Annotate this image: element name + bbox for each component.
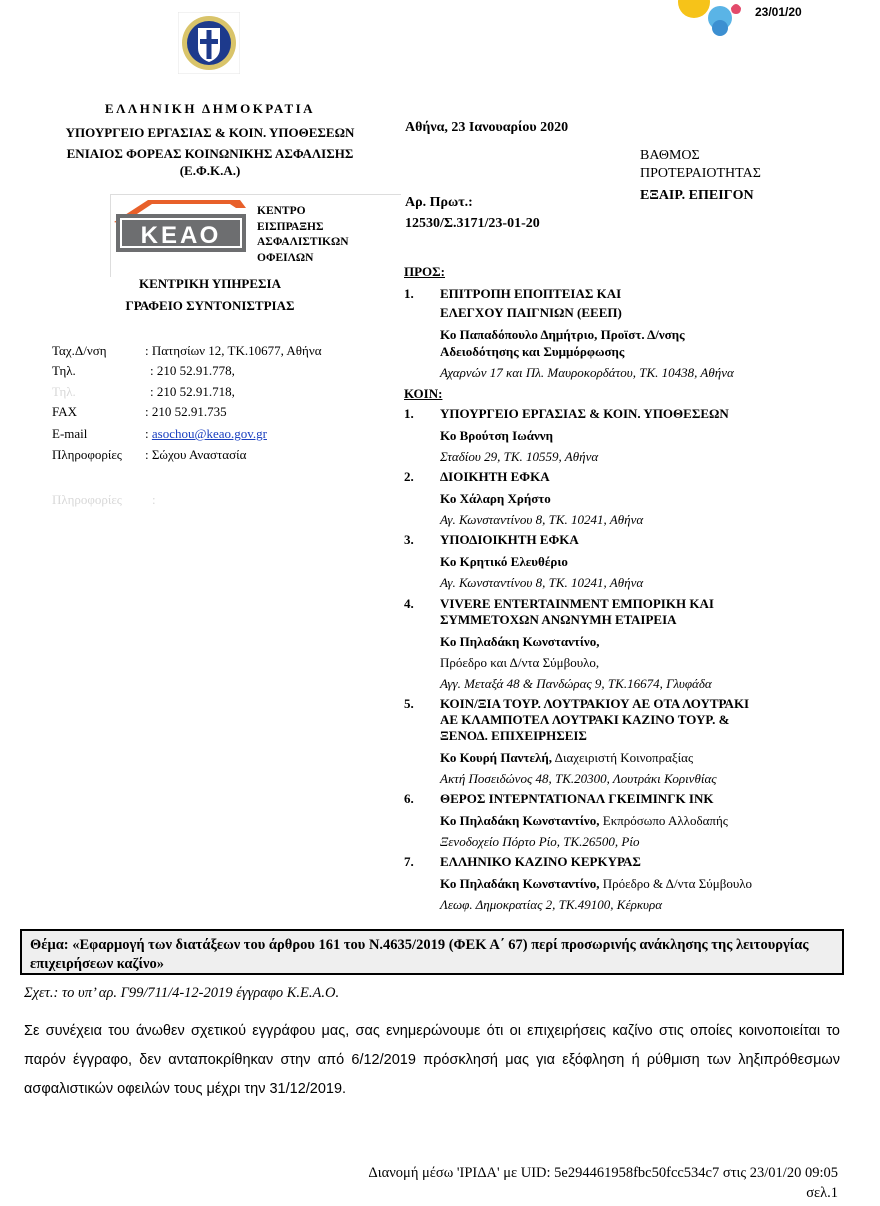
contact-label: Τηλ. [52, 384, 76, 399]
recipient-line: Ξενοδοχείο Πόρτο Ρίο, ΤΚ.26500, Ρίο [440, 834, 640, 849]
priority-label: ΠΡΟΤΕΡΑΙΟΤΗΤΑΣ [640, 166, 761, 181]
recipient-number: 5. [404, 696, 414, 711]
page-number: σελ.1 [806, 1185, 838, 1201]
recipient-line: VIVERE ENTERTAINMENT ΕΜΠΟΡΙΚΗ ΚΑΙ [440, 596, 714, 611]
priority-label: ΒΑΘΜΟΣ [640, 148, 700, 163]
recipient-line: Πρόεδρο και Δ/ντα Σύμβουλο, [440, 655, 600, 670]
recipient-number: 4. [404, 596, 414, 611]
protocol-label: Αρ. Πρωτ.: [405, 195, 473, 210]
ministry-title: ΥΠΟΥΡΓΕΙΟ ΕΡΓΑΣΙΑΣ & ΚΟΙΝ. ΥΠΟΘΕΣΕΩΝ [65, 125, 355, 140]
recipient-line: ΚΟΙΝ/ΞΙΑ ΤΟΥΡ. ΛΟΥΤΡΑΚΙΟΥ ΑΕ ΟΤΑ ΛΟΥΤΡΑΚΙ [440, 696, 750, 711]
office-name: ΓΡΑΦΕΙΟ ΣΥΝΤΟΝΙΣΤΡΙΑΣ [125, 298, 295, 313]
recipient-line: ΕΠΙΤΡΟΠΗ ΕΠΟΠΤΕΙΑΣ ΚΑΙ [440, 286, 622, 301]
contact-label: Πληροφορίες [52, 492, 122, 507]
recipient-line: ΥΠΟΥΡΓΕΙΟ ΕΡΓΑΣΙΑΣ & ΚΟΙΝ. ΥΠΟΘΕΣΕΩΝ [440, 406, 729, 421]
recipient-line: Ακτή Ποσειδώνος 48, ΤΚ.20300, Λουτράκι Κορινθίας [440, 771, 717, 786]
recipient-number: 3. [404, 532, 414, 547]
recipient-line: Κο Πηλαδάκη Κωνσταντίνο, Εκπρόσωπο Αλλοδαπής [440, 813, 728, 828]
email-link[interactable]: asochou@keao.gov.gr [151, 426, 267, 441]
recipient-line: ΕΛΕΓΧΟΥ ΠΑΙΓΝΙΩΝ (ΕΕΕΠ) [440, 305, 622, 320]
recipient-line: Αγγ. Μεταξά 48 & Πανδώρας 9, ΤΚ.16674, Γλυφάδα [440, 676, 712, 691]
greek-emblem-icon [178, 12, 240, 74]
priority-value: ΕΞΑΙΡ. ΕΠΕΙΓΟΝ [640, 188, 754, 203]
date-line: Αθήνα, 23 Ιανουαρίου 2020 [405, 120, 569, 135]
efka-abbrev: (Ε.Φ.Κ.Α.) [179, 163, 241, 178]
recipient-line: Αγ. Κωνσταντίνου 8, ΤΚ. 10241, Αθήνα [440, 512, 644, 527]
reference-line: Σχετ.: το υπ’ αρ. Γ99/711/4-12-2019 έγγραφο Κ.Ε.Α.Ο. [24, 985, 340, 1001]
contact-value: : asochou@keao.gov.gr [145, 426, 267, 441]
republic-title: ΕΛΛΗΝΙΚΗ ΔΗΜΟΚΡΑΤΙΑ [104, 101, 316, 116]
contact-value: : Πατησίων 12, ΤΚ.10677, Αθήνα [145, 343, 322, 358]
service-name: ΚΕΝΤΡΙΚΗ ΥΠΗΡΕΣΙΑ [138, 276, 281, 291]
contact-value: : [152, 492, 156, 507]
recipient-line: Αδειοδότησης και Συμμόρφωσης [440, 344, 625, 359]
recipient-number: 1. [404, 286, 414, 301]
efka-title: ΕΝΙΑΙΟΣ ΦΟΡΕΑΣ ΚΟΙΝΩΝΙΚΗΣ ΑΣΦΑΛΙΣΗΣ [66, 146, 354, 161]
recipient-number: 7. [404, 854, 414, 869]
contact-label: Τηλ. [52, 363, 76, 378]
recipient-line: Αχαρνών 17 και Πλ. Μαυροκορδάτου, ΤΚ. 10438, Αθήνα [440, 365, 734, 380]
recipient-line: Κο Πηλαδάκη Κωνσταντίνο, Πρόεδρο & Δ/ντα Σύμβουλο [440, 876, 753, 891]
recipient-line: ΑΕ ΚΛΑΜΠΟΤΕΛ ΛΟΥΤΡΑΚΙ ΚΑΖΙΝΟ ΤΟΥΡ. & [440, 712, 730, 727]
recipient-line: Κο Κρητικό Ελευθέριο [440, 554, 568, 569]
body-paragraph: Σε συνέχεια του άνωθεν σχετικού εγγράφου μας, σας ενημερώνουμε ότι οι επιχειρήσεις καζίνο στις οποίες κοινοποιείται το παρόν έγγραφο, δεν ανταποκρίθηκαν στην από 6/12/2019 πρόσκλησή μας για εξόφληση ή ρύθμιση των ληξιπρόθεσμων ασφαλιστικών οφειλών τους μέχρι την 31/12/2019. [24, 1023, 840, 1097]
koin-label: ΚΟΙΝ: [404, 386, 443, 401]
recipient-number: 1. [404, 406, 414, 421]
contact-label: Ταχ.Δ/νση [52, 343, 107, 358]
contact-value: : 210 52.91.735 [145, 404, 227, 419]
stamp-date: 23/01/20 [755, 5, 802, 19]
recipient-line: Αγ. Κωνσταντίνου 8, ΤΚ. 10241, Αθήνα [440, 575, 644, 590]
pros-label: ΠΡΟΣ: [404, 264, 445, 279]
recipient-line: ΘΕΡΟΣ ΙΝΤΕΡΝΤΑΤΙΟΝΑΛ ΓΚΕΙΜΙΝΓΚ ΙΝΚ [440, 791, 714, 806]
recipient-line: ΣΥΜΜΕΤΟΧΩΝ ΑΝΩΝΥΜΗ ΕΤΑΙΡΕΙΑ [440, 612, 677, 627]
subject-box: Θέμα: «Εφαρμογή των διατάξεων του άρθρου 161 του Ν.4635/2019 (ΦΕΚ Α΄ 67) περί προσωρινής ανάκλησης της λειτουργίας επιχειρήσεων καζίνο» [20, 929, 844, 975]
recipient-line: ΕΛΛΗΝΙΚΟ ΚΑΖΙΝΟ ΚΕΡΚΥΡΑΣ [440, 854, 641, 869]
contact-label: FAX [52, 404, 78, 419]
recipient-line: Κο Κουρή Παντελή, Διαχειριστή Κοινοπραξίας [440, 750, 694, 765]
recipient-line: Κο Βρούτση Ιωάννη [440, 428, 554, 443]
contact-label: Πληροφορίες [52, 447, 122, 462]
contact-value: : Σώχου Αναστασία [145, 447, 247, 462]
recipient-line: Κο Πηλαδάκη Κωνσταντίνο, [440, 634, 600, 649]
recipient-number: 6. [404, 791, 414, 806]
contact-value: : 210 52.91.718, [150, 384, 235, 399]
recipient-line: ΔΙΟΙΚΗΤΗ ΕΦΚΑ [440, 469, 550, 484]
keao-logo-icon [112, 198, 248, 254]
protocol-number: 12530/Σ.3171/23-01-20 [405, 216, 540, 231]
contact-value: : 210 52.91.778, [150, 363, 235, 378]
keao-full-name: ΚΕΝΤΡΟ ΕΙΣΠΡΑΞΗΣ ΑΣΦΑΛΙΣΤΙΚΩΝ ΟΦΕΙΛΩΝ [257, 205, 349, 264]
distribution-line: Διανομή μέσω 'ΙΡΙΔΑ' με UID: 5e294461958fbc50fcc534c7 στις 23/01/20 09:05 [368, 1165, 838, 1181]
contact-label: E-mail [52, 426, 88, 441]
recipient-line: Κο Χάλαρη Χρήστο [440, 491, 551, 506]
footer [368, 1163, 838, 1203]
recipient-line: ΥΠΟΔΙΟΙΚΗΤΗ ΕΦΚΑ [440, 532, 579, 547]
recipient-line: Λεωφ. Δημοκρατίας 2, ΤΚ.49100, Κέρκυρα [440, 897, 663, 912]
recipient-line: Σταδίου 29, ΤΚ. 10559, Αθήνα [440, 449, 599, 464]
keao-logo-text: ΚΕΑΟ [140, 222, 222, 249]
recipient-line: ΞΕΝΟΔ. ΕΠΙΧΕΙΡΗΣΕΙΣ [440, 728, 587, 743]
recipient-number: 2. [404, 469, 414, 484]
recipient-line: Κο Παπαδόπουλο Δημήτριο, Προϊστ. Δ/νσης [440, 327, 685, 342]
